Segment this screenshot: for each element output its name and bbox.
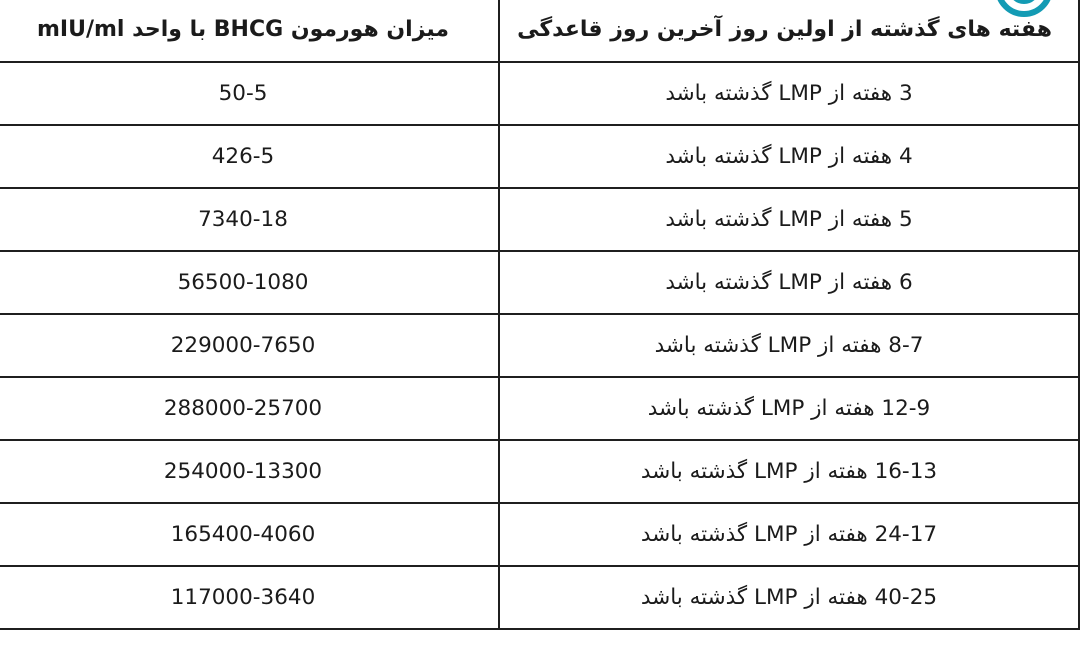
cell-bhcg-value: 426-5 (0, 125, 499, 188)
table-header-row (0, 0, 1079, 62)
cell-weeks: 16-13 هفته از LMP گذشته باشد (499, 440, 1079, 503)
table-row (0, 125, 1079, 188)
cell-weeks: 24-17 هفته از LMP گذشته باشد (499, 503, 1079, 566)
table-row (0, 503, 1079, 566)
column-header-weeks: هفته های گذشته از اولین روز آخرین روز قاعدگی (499, 0, 1079, 62)
cell-bhcg-value: 165400-4060 (0, 503, 499, 566)
cell-weeks: 40-25 هفته از LMP گذشته باشد (499, 566, 1079, 629)
table-row (0, 440, 1079, 503)
table-row (0, 314, 1079, 377)
cell-weeks: 12-9 هفته از LMP گذشته باشد (499, 377, 1079, 440)
column-header-bhcg-value: میزان هورمون BHCG با واحد mIU/ml (0, 0, 499, 62)
table-row (0, 251, 1079, 314)
cell-weeks: 3 هفته از LMP گذشته باشد (499, 62, 1079, 125)
cell-bhcg-value: 56500-1080 (0, 251, 499, 314)
table-body (0, 62, 1079, 629)
cell-weeks: 5 هفته از LMP گذشته باشد (499, 188, 1079, 251)
table-row (0, 188, 1079, 251)
cell-bhcg-value: 7340-18 (0, 188, 499, 251)
cell-bhcg-value: 50-5 (0, 62, 499, 125)
cell-bhcg-value: 117000-3640 (0, 566, 499, 629)
table-row (0, 62, 1079, 125)
table-row (0, 566, 1079, 629)
cell-weeks: 6 هفته از LMP گذشته باشد (499, 251, 1079, 314)
table-row (0, 377, 1079, 440)
cell-bhcg-value: 288000-25700 (0, 377, 499, 440)
cell-weeks: 4 هفته از LMP گذشته باشد (499, 125, 1079, 188)
cell-bhcg-value: 254000-13300 (0, 440, 499, 503)
cell-weeks: 8-7 هفته از LMP گذشته باشد (499, 314, 1079, 377)
cell-bhcg-value: 229000-7650 (0, 314, 499, 377)
table-header (0, 0, 1079, 62)
